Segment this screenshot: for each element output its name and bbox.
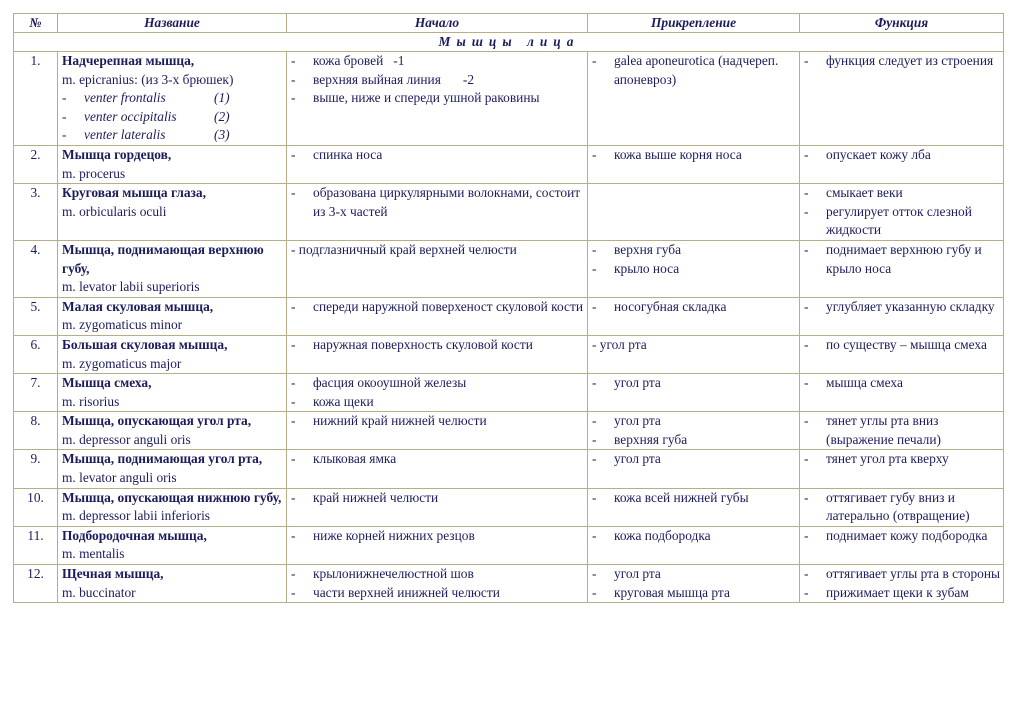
row-number: 5. — [14, 297, 58, 335]
muscle-name-ru: Мышца, опускающая нижнюю губу, — [62, 489, 282, 505]
function-item: - функция следует из строения — [804, 53, 994, 68]
function-cell — [800, 412, 1004, 450]
function-cell — [800, 335, 1004, 373]
origin-item: - подглазничный край верхней челюсти — [291, 241, 517, 257]
muscle-name-lat: m. risorius — [62, 393, 120, 409]
insertion-item: - носогубная складка — [592, 298, 727, 314]
header-number: № — [14, 14, 58, 33]
muscle-name-ru: Надчерепная мышца, — [62, 53, 195, 68]
muscle-name-lat: m. zygomaticus major — [62, 355, 182, 371]
origin-cell — [287, 374, 588, 412]
muscle-name-lat: m. orbicularis oculi — [62, 203, 167, 219]
function-cell — [800, 450, 1004, 488]
header-insertion: Прикрепление — [588, 14, 800, 33]
origin-item: - фасция окооушной железы — [291, 375, 467, 391]
function-item: - углубляет указанную складку — [804, 298, 995, 314]
row-number: 10. — [14, 488, 58, 526]
muscle-name-cell — [58, 450, 287, 488]
origin-item: - кожа щеки — [291, 393, 374, 409]
table-row — [14, 145, 1004, 183]
insertion-item: - верхняя губа — [592, 431, 688, 447]
muscle-name-lat: m. depressor anguli oris — [62, 431, 191, 447]
muscle-name-cell — [58, 145, 287, 183]
muscle-name-cell — [58, 526, 287, 564]
table-row — [14, 488, 1004, 526]
muscle-name-ru: Подбородочная мышца, — [62, 527, 207, 543]
insertion-cell — [588, 526, 800, 564]
muscle-name-ru: Щечная мышца, — [62, 566, 164, 582]
muscle-name-ru: Большая скуловая мышца, — [62, 336, 228, 352]
insertion-cell — [588, 450, 800, 488]
header-origin: Начало — [287, 14, 588, 33]
muscle-name-ru: Мышца, опускающая угол рта, — [62, 413, 252, 429]
row-number: 9. — [14, 450, 58, 488]
row-number: 3. — [14, 184, 58, 241]
muscle-name-ru: Мышца гордецов, — [62, 146, 172, 162]
function-cell — [800, 565, 1004, 603]
table-row — [14, 565, 1004, 603]
function-cell — [800, 52, 1004, 146]
muscle-name-cell — [58, 52, 287, 146]
muscle-name-ru: Круговая мышца глаза, — [62, 185, 206, 201]
origin-cell — [287, 240, 588, 297]
insertion-cell — [588, 52, 800, 146]
insertion-item: - круговая мышца рта — [592, 584, 730, 600]
section-row — [14, 33, 1004, 52]
origin-item: - нижний край нижней челюсти — [291, 413, 487, 429]
belly-item: - venter lateralis (3) — [62, 127, 230, 143]
muscles-table — [13, 13, 1004, 603]
origin-item: - верхняя выйная линия -2 — [291, 71, 475, 87]
origin-item: - спинка носа — [291, 146, 383, 162]
muscle-name-cell — [58, 335, 287, 373]
table-row — [14, 335, 1004, 373]
muscle-name-cell — [58, 240, 287, 297]
origin-cell — [287, 145, 588, 183]
row-number: 8. — [14, 412, 58, 450]
table-row — [14, 374, 1004, 412]
function-item: - смыкает веки — [804, 185, 903, 201]
muscle-name-lat: m. epicranius: (из 3-х брюшек) — [62, 71, 234, 87]
row-number: 2. — [14, 145, 58, 183]
function-item: - оттягивает губу вниз и латерально (отвращение) — [804, 489, 970, 524]
insertion-cell — [588, 565, 800, 603]
table-row — [14, 52, 1004, 146]
muscle-name-lat: m. buccinator — [62, 584, 136, 600]
origin-cell — [287, 52, 588, 146]
muscle-name-ru: Малая скуловая мышца, — [62, 298, 214, 314]
muscle-name-lat: m. depressor labii inferioris — [62, 508, 211, 524]
insertion-cell — [588, 145, 800, 183]
muscle-name-lat: m. zygomaticus minor — [62, 317, 183, 333]
origin-cell — [287, 488, 588, 526]
origin-cell — [287, 335, 588, 373]
origin-item: - части верхней инижней челюсти — [291, 584, 500, 600]
insertion-cell — [588, 184, 800, 241]
table-row — [14, 297, 1004, 335]
table-row — [14, 450, 1004, 488]
origin-item: - спереди наружной поверхеност скуловой кости — [291, 298, 584, 314]
origin-cell — [287, 297, 588, 335]
muscle-name-ru: Мышца, поднимающая угол рта, — [62, 451, 263, 467]
origin-item: - образована циркулярными волокнами, состоит из 3-х частей — [291, 185, 581, 219]
insertion-cell — [588, 374, 800, 412]
insertion-item: - кожа подбородка — [592, 527, 711, 543]
insertion-cell — [588, 488, 800, 526]
muscle-name-ru: Мышца, поднимающая верхнюю губу, — [62, 241, 264, 276]
function-item: - мышца смеха — [804, 375, 903, 391]
function-item: - опускает кожу лба — [804, 146, 931, 162]
function-item: - регулирует отток слезной жидкости — [804, 203, 972, 238]
section-title: Мышцы лица — [14, 33, 1004, 52]
origin-cell — [287, 184, 588, 241]
function-item: - по существу – мышца смеха — [804, 336, 987, 352]
function-item: - поднимает верхнюю губу и крыло носа — [804, 241, 982, 276]
insertion-cell — [588, 412, 800, 450]
muscle-name-ru: Мышца смеха, — [62, 375, 152, 391]
insertion-item: - крыло носа — [592, 260, 680, 276]
insertion-cell — [588, 297, 800, 335]
insertion-item: - верхня губа — [592, 241, 682, 257]
insertion-item: - кожа всей нижней губы — [592, 489, 749, 505]
insertion-item: - кожа выше корня носа — [592, 146, 742, 162]
muscle-name-cell — [58, 297, 287, 335]
table-row — [14, 526, 1004, 564]
function-cell — [800, 240, 1004, 297]
row-number: 12. — [14, 565, 58, 603]
muscle-name-cell — [58, 488, 287, 526]
function-cell — [800, 184, 1004, 241]
insertion-item: - угол рта — [592, 336, 647, 352]
function-item: - оттягивает углы рта в стороны — [804, 566, 1000, 582]
header-row — [14, 14, 1004, 33]
insertion-item: - угол рта — [592, 451, 661, 467]
row-number: 7. — [14, 374, 58, 412]
insertion-item: - угол рта — [592, 566, 661, 582]
muscle-name-cell — [58, 412, 287, 450]
muscle-name-cell — [58, 374, 287, 412]
origin-cell — [287, 450, 588, 488]
function-cell — [800, 145, 1004, 183]
insertion-cell — [588, 335, 800, 373]
origin-item: - наружная поверхность скуловой кости — [291, 336, 533, 352]
table-row — [14, 184, 1004, 241]
muscle-name-cell — [58, 184, 287, 241]
row-number: 1. — [14, 52, 58, 146]
function-cell — [800, 488, 1004, 526]
function-item: - тянет угол рта кверху — [804, 451, 949, 467]
origin-item: - кожа бровей -1 — [291, 53, 405, 68]
origin-cell — [287, 412, 588, 450]
origin-item: - крылонижнечелюстной шов — [291, 566, 474, 582]
insertion-item: - угол рта — [592, 413, 661, 429]
header-name: Название — [58, 14, 287, 33]
insertion-cell — [588, 240, 800, 297]
table-row — [14, 240, 1004, 297]
row-number: 11. — [14, 526, 58, 564]
function-cell — [800, 297, 1004, 335]
origin-item: - край нижней челюсти — [291, 489, 439, 505]
row-number: 4. — [14, 240, 58, 297]
table-row — [14, 412, 1004, 450]
origin-cell — [287, 565, 588, 603]
muscle-name-lat: m. mentalis — [62, 546, 125, 562]
function-item: - прижимает щеки к зубам — [804, 584, 969, 600]
belly-item: - venter frontalis (1) — [62, 90, 230, 106]
function-cell — [800, 374, 1004, 412]
origin-cell — [287, 526, 588, 564]
function-item: - тянет углы рта вниз (выражение печали) — [804, 413, 941, 447]
origin-item: - выше, ниже и спереди ушной раковины — [291, 90, 540, 106]
header-function: Функция — [800, 14, 1004, 33]
function-cell — [800, 526, 1004, 564]
belly-item: - venter occipitalis (2) — [62, 108, 230, 124]
insertion-item: - угол рта — [592, 375, 661, 391]
origin-item: - клыковая ямка — [291, 451, 397, 467]
function-item: - поднимает кожу подбородка — [804, 527, 988, 543]
muscle-name-lat: m. levator anguli oris — [62, 470, 177, 486]
muscle-name-cell — [58, 565, 287, 603]
origin-item: - ниже корней нижних резцов — [291, 527, 475, 543]
row-number: 6. — [14, 335, 58, 373]
muscle-name-lat: m. procerus — [62, 165, 126, 181]
insertion-item: - galea aponeurotica (надчереп. апоневроз) — [592, 53, 779, 87]
muscle-name-lat: m. levator labii superioris — [62, 279, 200, 295]
